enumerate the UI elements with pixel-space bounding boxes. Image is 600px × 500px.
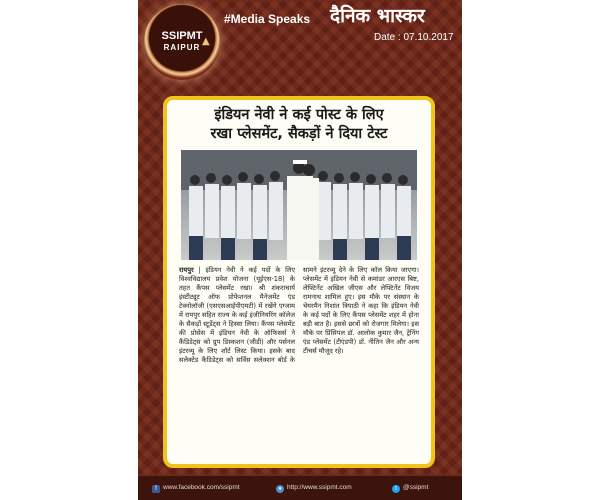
twitter-link[interactable] (392, 484, 428, 493)
article-body (179, 266, 419, 365)
logo-line2: RAIPUR (163, 43, 201, 52)
facebook-link[interactable] (152, 484, 240, 493)
logo-line1: SSIPMT (161, 30, 203, 42)
newspaper-name: दैनिक भास्कर (330, 5, 425, 27)
article-headline (173, 106, 425, 144)
website-link[interactable] (276, 484, 352, 493)
headline-line1: इंडियन नेवी ने कई पोस्ट के लिए (214, 107, 384, 123)
newspaper-clipping (163, 96, 435, 468)
media-speaks-tag: #Media Speaks (224, 12, 311, 26)
article-text: | इंडियन नेवी ने कई पदों के लिए विश्वविद्यालय प्रवेश योजना (यूईएस-18) के तहत कैंपस प्लेसमेंट रखा। श्री शंकराचार्य इंस्टीट्यूट ऑफ प्रोफेशनल मैनेजमेंट एंड टेक्नोलॉजी (एसएसआईपीएमटी) में रखेंगे एग्जाम में रायपुर सहित राज्य के कई इंजीनियरिंग कॉलेज के सैकड़ों स्टूडेंट्स ने हिस्सा लिया। कैंपस प्लेसमेंट की प्रोसेस में इंडियन नेवी के ऑफिसर्स ने कैंडिडेट्स को ग्रुप डिस्कशन (जीडी) और पर्सनल इंटरव्यू के लिए शॉर्ट लिस्ट किया। इसके बाद सलेक्टेड कैंडिडेट्स को सर्विस सलेक्शन बोर्ड के सामने इंटरव्यू देने के लिए कॉल किया जाएगा। प्लेसमेंट में इंडियन नेवी से कमांडर आरएस बिष्ट, लेफ्टिनेंट अखिल जीएस और लेफ्टिनेंट विजय रामनाथ शामिल हुए। इस मौके पर संस्थान के चेयरमैन निशांत त्रिपाठी ने कहा कि इंडियन नेवी के कई पदों के लिए कैंपस प्लेसमेंट शहर में होना बड़ी बात है। इससे छात्रों को रोजगार मिलेगा। इस मौके पर प्रिंसिपल डॉ. आलोक कुमार जैन, ट्रेनिंग एंड प्लेसमेंट (टीएंडपी) डॉ. नीतिन जैन और अन्य टीचर्स मौजूद रहे। (179, 266, 419, 364)
facebook-icon: f (152, 485, 160, 493)
publication-date: Date : 07.10.2017 (374, 32, 454, 43)
twitter-icon: t (392, 485, 400, 493)
lamp-icon: ▲ (202, 36, 210, 47)
group-photo-icon (181, 150, 417, 260)
article-dateline: रायपुर (179, 266, 194, 274)
globe-icon: ● (276, 485, 284, 493)
social-footer (138, 476, 462, 500)
media-poster (138, 0, 462, 500)
headline-line2: रखा प्लेसमेंट, सैकड़ों ने दिया टेस्ट (210, 126, 388, 142)
facebook-url: www.facebook.com/ssipmt (163, 484, 240, 491)
website-url: http://www.ssipmt.com (287, 484, 352, 491)
ssipmt-logo[interactable] (144, 4, 220, 80)
twitter-handle: @ssipmt (403, 484, 429, 491)
group-photo-illustration (181, 150, 417, 260)
